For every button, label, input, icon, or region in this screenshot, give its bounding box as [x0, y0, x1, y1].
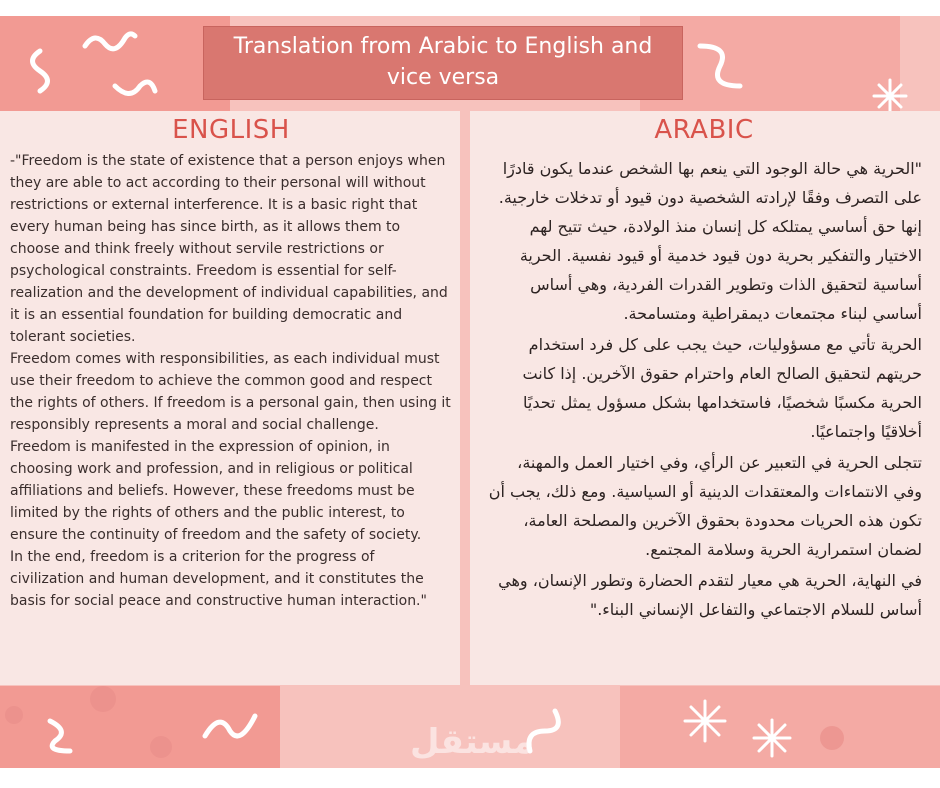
arabic-paragraph: تتجلى الحرية في التعبير عن الرأي، وفي اختيار العمل والمهنة، وفي الانتماءات والمعتقدات الدينية أو السياسية. ومع ذلك، يجب أن تكون هذه الحريات محدودة بحقوق الآخرين والمصلحة العامة، لضمان استمرارية الحرية وسلامة المجتمع.	[488, 453, 922, 559]
arabic-text	[486, 154, 922, 624]
circle-decoration	[90, 686, 116, 712]
english-paragraph: Freedom is manifested in the expression of opinion, in choosing work and profession, and in religious or political affiliations and beliefs. However, these freedoms must be limited by the rights of others and the public interest, to ensure the continuity of freedom and the safety of society.	[10, 439, 422, 543]
english-paragraph: Freedom comes with responsibilities, as each individual must use their freedom to achieve the common good and respect the rights of others. If freedom is a personal gain, then using it responsibly represents a moral and social challenge.	[10, 351, 451, 433]
sparkle-decoration	[870, 76, 910, 116]
squiggle-decoration	[80, 26, 140, 56]
arabic-paragraph: الحرية تأتي مع مسؤوليات، حيث يجب على كل فرد استخدام حريتهم لتحقيق الصالح العام واحترام حقوق الآخرين. إذا كانت الحرية مكسبًا شخصيًا، فاستخدامها بشكل مسؤول يمثل تحديًا أخلاقيًا واجتماعيًا.	[522, 335, 922, 441]
page-title: Translation from Arabic to English and vice versa	[203, 26, 683, 100]
squiggle-decoration	[110, 76, 160, 106]
squiggle-decoration	[690, 36, 750, 96]
column-divider	[460, 111, 470, 685]
squiggle-decoration	[40, 716, 80, 756]
sparkle-decoration	[750, 716, 794, 760]
circle-decoration	[150, 736, 172, 758]
english-paragraph: -"Freedom is the state of existence that a person enjoys when they are able to act according to their personal will without restrictions or external interference. It is a basic right that every human being has since birth, as it allows them to choose and think freely without servile restrictions or psychological constraints. Freedom is essential for self-realization and the development of individual capabilities, and it is an essential foundation for building democratic and tolerant societies.	[10, 153, 448, 345]
english-paragraph: In the end, freedom is a criterion for the progress of civilization and human development, and it constitutes the basis for social peace and constructive human interaction."	[10, 549, 427, 609]
arabic-paragraph: في النهاية، الحرية هي معيار لتقدم الحضارة وتطور الإنسان، وهي أساس للسلام الاجتماعي والتفاعل الإنساني البناء."	[498, 571, 922, 619]
english-heading: ENGLISH	[172, 115, 290, 145]
squiggle-decoration	[200, 706, 260, 746]
arabic-panel	[470, 111, 940, 685]
arabic-heading: ARABIC	[654, 115, 754, 145]
english-panel	[0, 111, 460, 685]
circle-decoration	[820, 726, 844, 750]
arabic-paragraph: "الحرية هي حالة الوجود التي ينعم بها الشخص عندما يكون قادرًا على التصرف وفقًا لإرادته الشخصية دون قيود أو تدخلات خارجية. إنها حق أساسي يمتلكه كل إنسان منذ الولادة، حيث تتيح لهم الاختيار والتفكير بحرية دون قيود خدمية أو قيود نفسية. الحرية أساسية لتحقيق الذات وتطوير القدرات الفردية، وهي أساس أساسي لبناء مجتمعات ديمقراطية ومتسامحة.	[498, 159, 922, 323]
sparkle-decoration	[680, 696, 730, 746]
watermark-logo: مستقل	[410, 722, 535, 762]
circle-decoration	[5, 706, 23, 724]
english-text	[10, 150, 452, 612]
squiggle-decoration	[20, 46, 60, 96]
